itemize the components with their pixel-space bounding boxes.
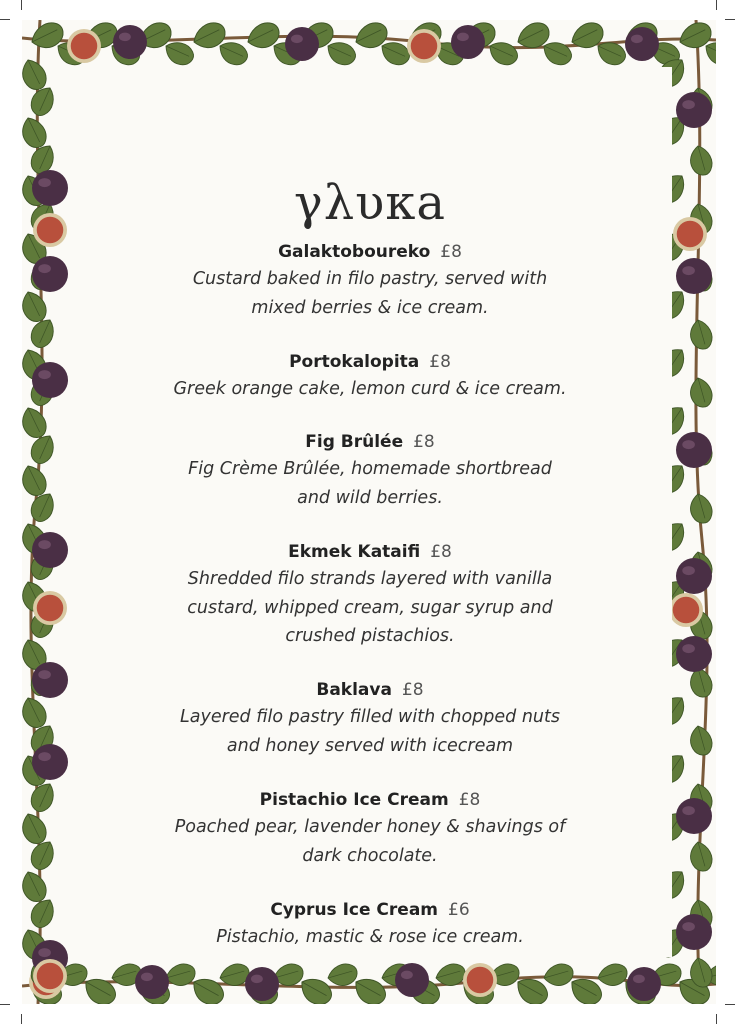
menu-item-description	[110, 813, 630, 870]
description-line: crushed pistachios.	[285, 626, 455, 646]
crop-mark	[716, 0, 717, 10]
crop-mark	[725, 19, 735, 20]
cut-fig-icon	[33, 591, 67, 625]
description-line: dark chocolate.	[302, 845, 438, 866]
menu-item-name: Baklava	[316, 680, 392, 700]
fig-icon	[32, 362, 68, 398]
fig-icon	[32, 256, 68, 292]
fig-icon	[676, 92, 712, 128]
fig-icon	[285, 27, 319, 61]
menu-item	[68, 541, 672, 651]
fig-icon	[113, 25, 147, 59]
menu-item	[68, 431, 672, 512]
menu-item	[68, 789, 672, 870]
menu-panel	[68, 67, 672, 957]
menu-item-heading	[68, 351, 672, 375]
description-line: Fig Crème Brûlée, homemade shortbread	[188, 459, 552, 479]
description-line: Custard baked in filo pastry, served with	[192, 269, 548, 289]
menu-item-description	[135, 265, 605, 322]
menu-item	[68, 899, 672, 952]
menu-item-name: Fig Brûlée	[305, 432, 404, 452]
description-line: Layered filo pastry filled with chopped nuts	[180, 707, 560, 727]
fig-icon	[676, 636, 712, 672]
crop-mark	[21, 0, 22, 10]
cut-fig-icon	[463, 963, 497, 997]
menu-item-name: Galaktoboureko	[278, 242, 431, 262]
fig-leaf-icon	[686, 375, 716, 410]
crop-mark	[0, 19, 10, 20]
fig-icon	[245, 967, 279, 1001]
fig-icon	[32, 532, 68, 568]
menu-item-heading	[68, 789, 672, 813]
menu-page	[22, 20, 716, 1004]
menu-item	[68, 241, 672, 322]
crop-mark	[21, 1014, 22, 1024]
crop-mark	[725, 1004, 735, 1005]
fig-leaf-icon	[686, 839, 716, 874]
description-line: Shredded filo strands layered with vanilla	[187, 569, 553, 589]
fig-leaf-icon	[686, 491, 716, 526]
menu-item-description	[110, 703, 630, 760]
fig-icon	[32, 170, 68, 206]
fig-icon	[676, 798, 712, 834]
fig-leaf-icon	[595, 960, 630, 990]
fig-icon	[395, 963, 429, 997]
fig-icon	[451, 25, 485, 59]
cut-fig-icon	[673, 217, 707, 251]
cut-fig-icon	[33, 959, 67, 993]
menu-item-description	[110, 375, 630, 404]
menu-item	[68, 679, 672, 760]
menu-item-heading	[68, 541, 672, 565]
fig-icon	[676, 432, 712, 468]
description-line: and honey served with icecream	[226, 735, 514, 756]
description-line: Greek orange cake, lemon curd & ice cream.	[173, 379, 567, 399]
description-line: mixed berries & ice cream.	[251, 297, 489, 318]
description-line: custard, whipped cream, sugar syrup and	[187, 597, 553, 618]
menu-item-heading	[68, 679, 672, 703]
fig-icon	[135, 965, 169, 999]
cut-fig-icon	[67, 29, 101, 63]
menu-item-heading	[68, 241, 672, 265]
fig-icon	[676, 914, 712, 950]
menu-item	[68, 351, 672, 404]
menu-item-heading	[68, 431, 672, 455]
fig-leaf-icon	[686, 143, 716, 178]
menu-item-name: Portokalopita	[289, 352, 420, 372]
fig-leaf-icon	[541, 960, 576, 990]
menu-item-price: £8	[440, 242, 462, 262]
menu-item-heading	[68, 899, 672, 923]
menu-item-price: £8	[401, 680, 424, 700]
fig-icon	[676, 558, 712, 594]
crop-mark	[0, 1004, 10, 1005]
menu-item-price: £6	[448, 900, 470, 920]
cut-fig-icon	[33, 213, 67, 247]
menu-item-price: £8	[430, 542, 452, 562]
menu-item-price: £8	[429, 352, 451, 372]
fig-icon	[32, 662, 68, 698]
description-line: and wild berries.	[297, 487, 443, 508]
fig-leaf-icon	[686, 723, 716, 758]
crop-mark	[716, 1014, 717, 1024]
menu-item-description	[135, 923, 605, 952]
cut-fig-icon	[407, 29, 441, 63]
menu-item-name: Pistachio Ice Cream	[259, 790, 449, 810]
menu-item-name: Cyprus Ice Cream	[270, 900, 439, 920]
fig-icon	[625, 27, 659, 61]
fig-leaf-icon	[686, 317, 716, 352]
menu-item-price: £8	[413, 432, 435, 452]
menu-item-description	[135, 565, 605, 651]
menu-item-description	[135, 455, 605, 512]
description-line: Pistachio, mastic & rose ice cream.	[216, 927, 524, 947]
fig-icon	[676, 258, 712, 294]
cut-fig-icon	[669, 593, 703, 627]
fig-icon	[32, 744, 68, 780]
menu-item-price: £8	[458, 790, 481, 810]
fig-icon	[627, 967, 661, 1001]
menu-item-name: Ekmek Kataifi	[288, 542, 421, 562]
page-title: γλυκa	[294, 175, 446, 231]
description-line: Poached pear, lavender honey & shavings of	[174, 817, 566, 837]
